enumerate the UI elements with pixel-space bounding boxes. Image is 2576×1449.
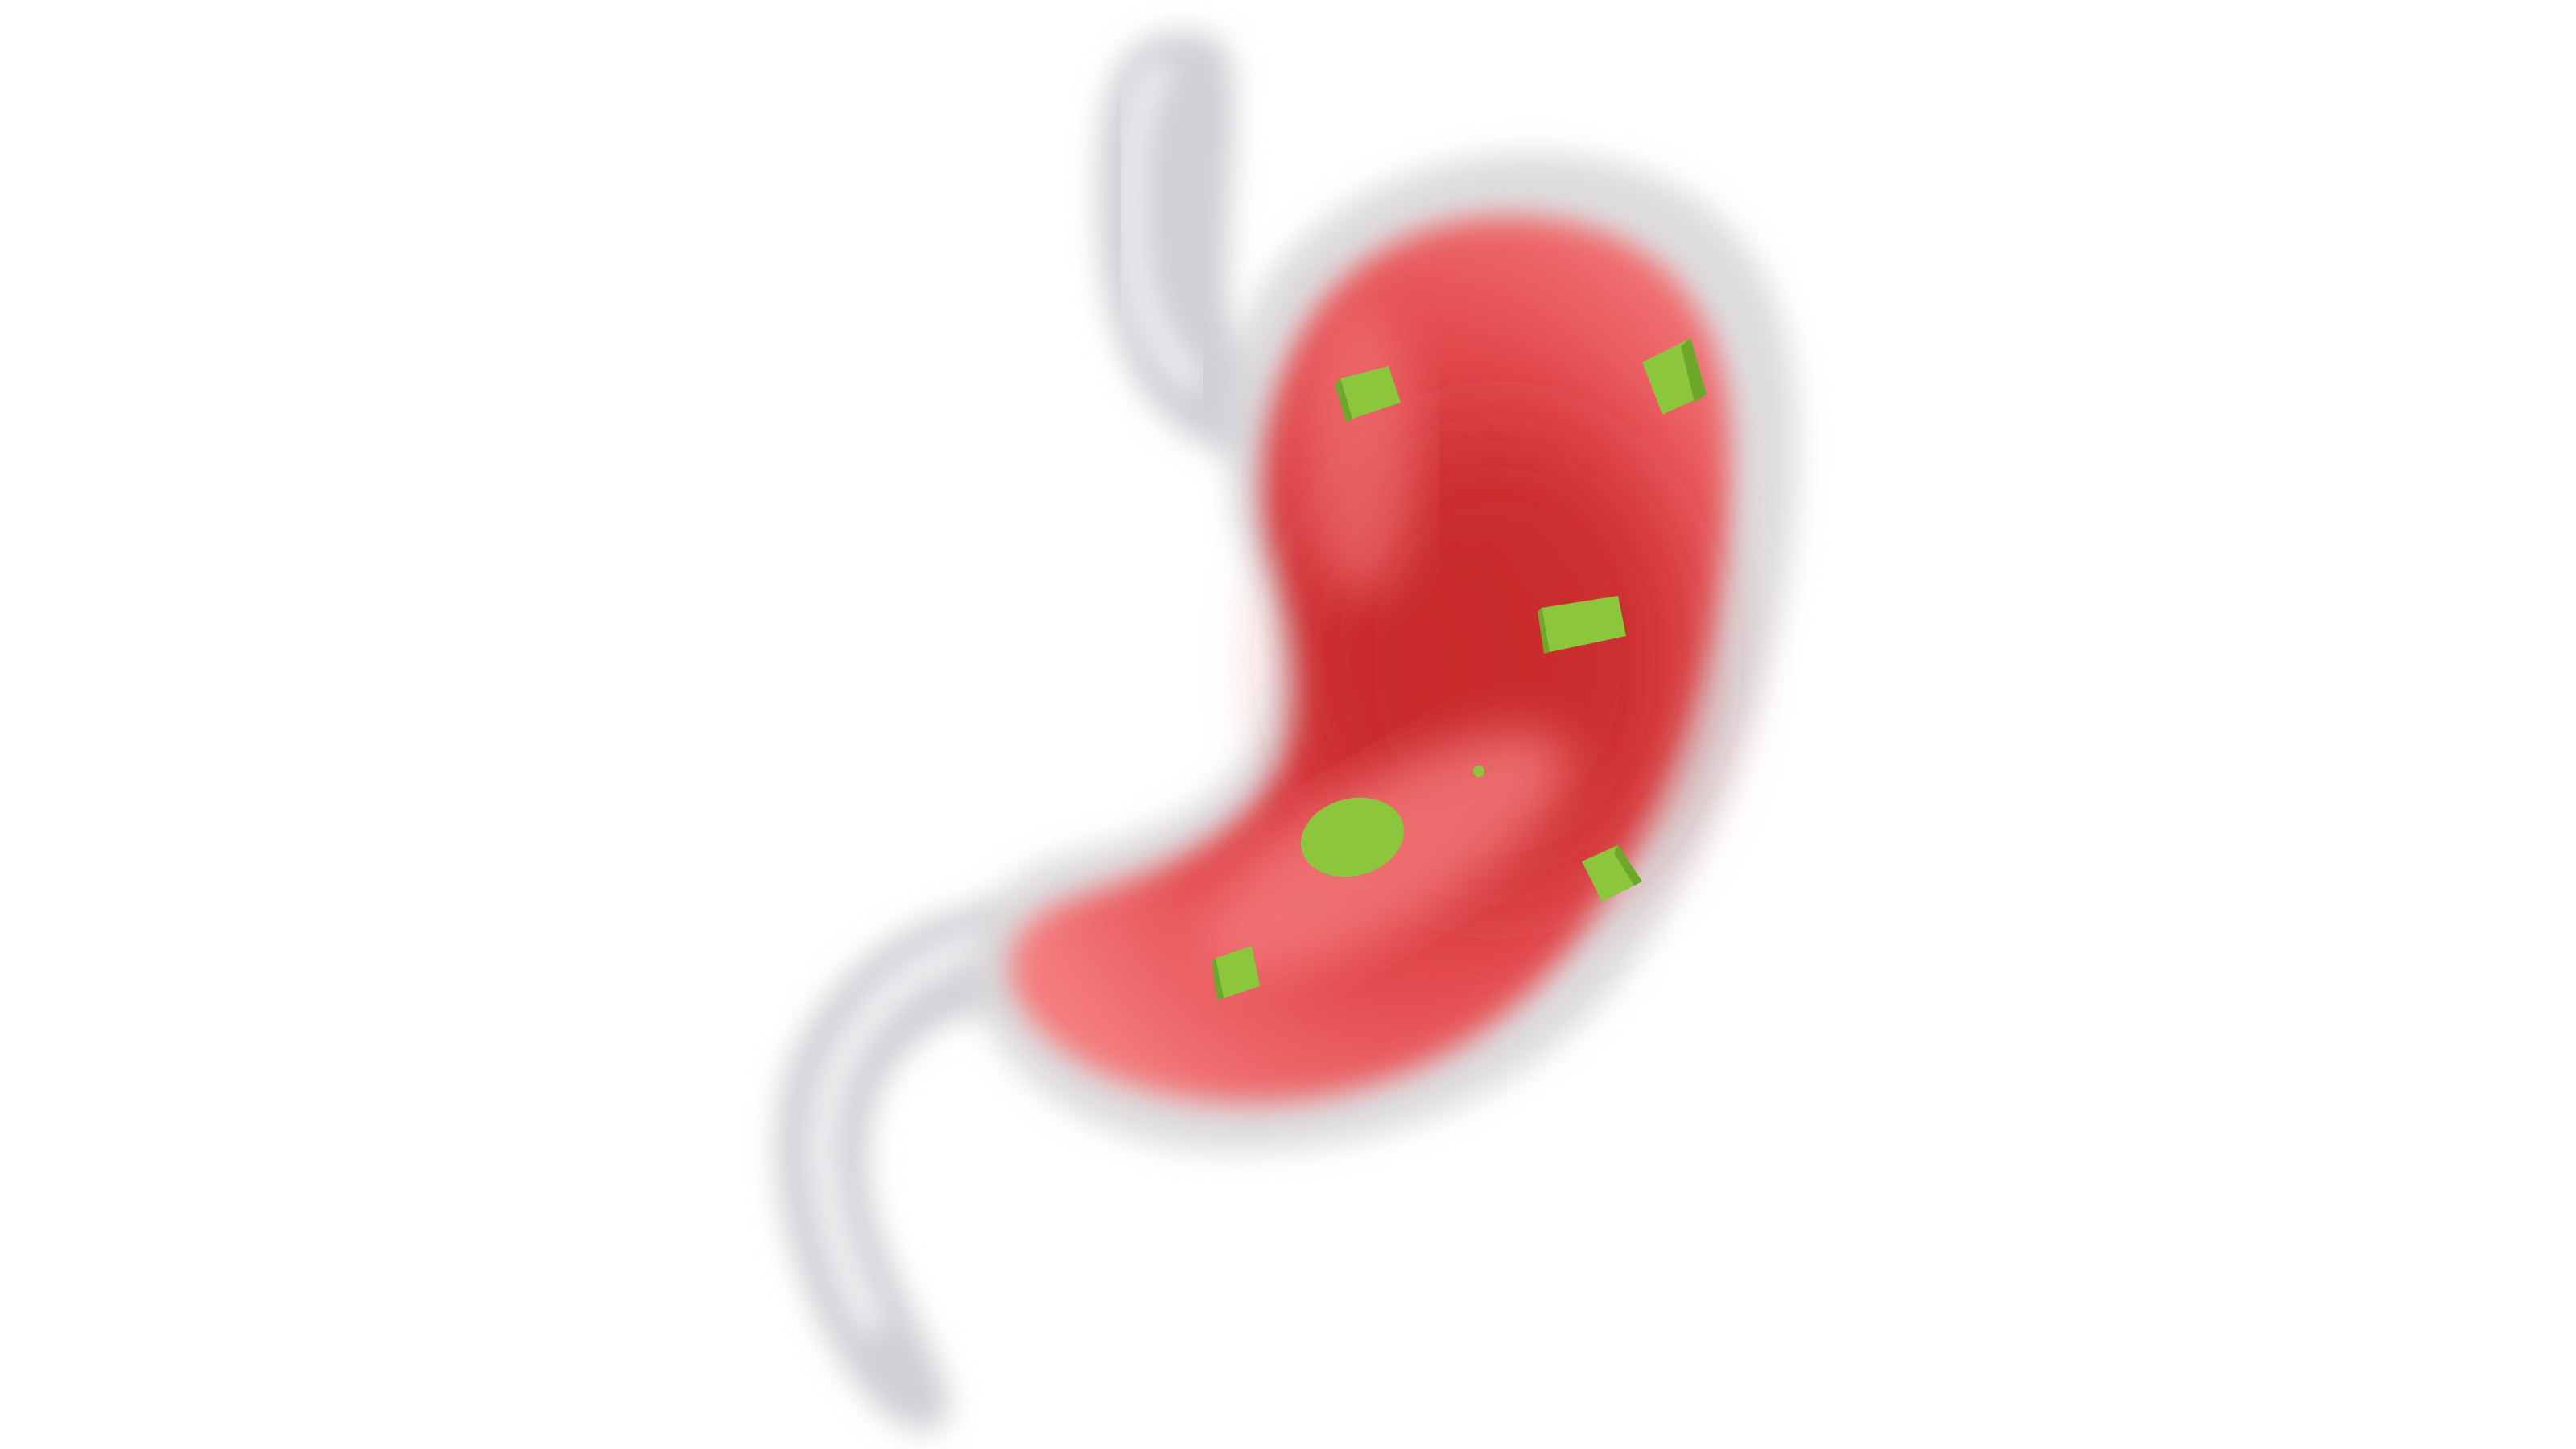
food-particle-icon: [1473, 766, 1484, 777]
